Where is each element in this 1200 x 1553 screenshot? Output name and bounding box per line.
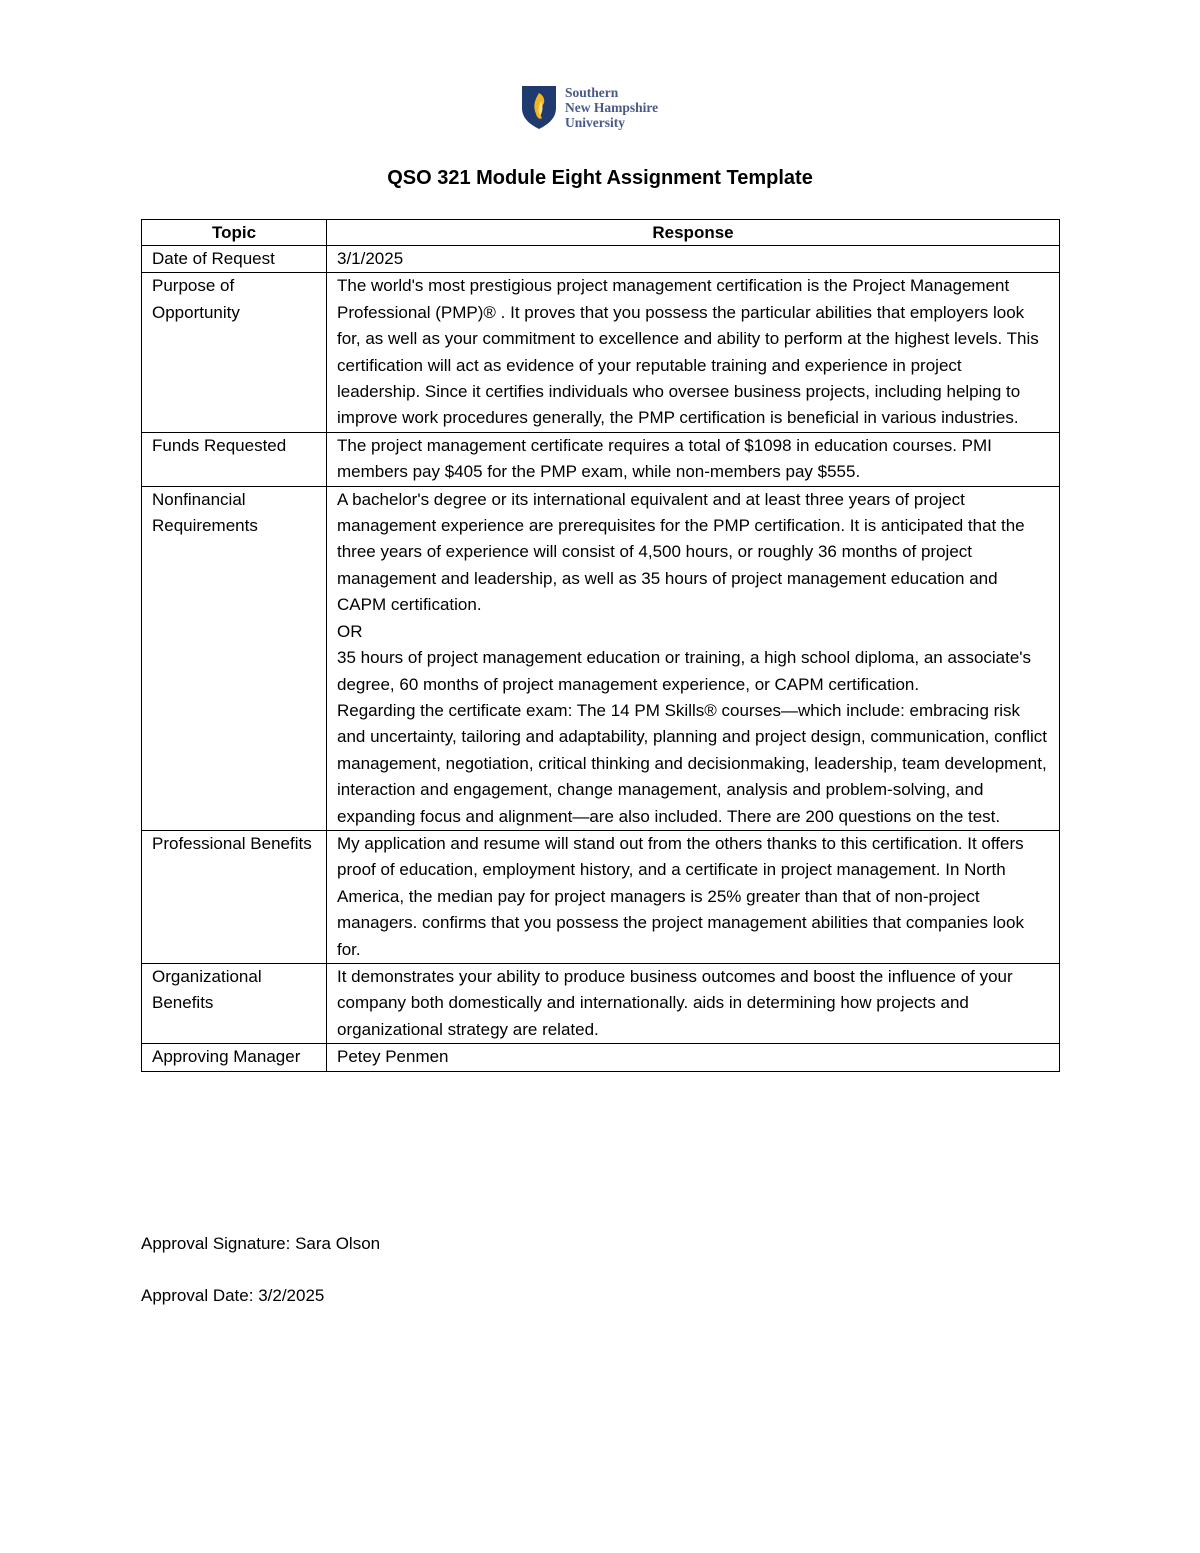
response-text: It demonstrates your ability to produce business outcomes and boost the influence of your company both domestically and internationally. aids in determining how projects and organizational strategy are related.	[337, 966, 1013, 1039]
response-text: 35 hours of project management education or training, a high school diploma, an associate's degree, 60 months of project management experience, or CAPM certification.	[337, 648, 1032, 694]
response-cell	[327, 486, 1060, 830]
approval-signature-label: Approval Signature:	[141, 1234, 291, 1253]
response-text: The project management certificate requires a total of $1098 in education courses. PMI members pay $405 for the PMP exam, while non-members pay $555.	[337, 435, 992, 482]
header-topic: Topic	[142, 220, 327, 246]
response-cell	[327, 830, 1060, 963]
response-cell	[327, 246, 1060, 273]
table-row-professional-benefits	[142, 830, 1060, 963]
shield-flame-icon	[520, 84, 558, 130]
approval-signature	[141, 1232, 380, 1256]
approval-date	[141, 1284, 324, 1308]
assignment-table	[141, 219, 1060, 1072]
table-row-purpose-of-opportunity	[142, 273, 1060, 432]
table-row-approving-manager	[142, 1044, 1060, 1071]
university-logo	[520, 84, 658, 130]
table-row-organizational-benefits	[142, 963, 1060, 1043]
response-text: 3/1/2025	[337, 249, 404, 268]
approval-signature-value: Sara Olson	[295, 1234, 381, 1253]
university-name	[565, 85, 658, 130]
logo-line-2: New Hampshire	[565, 99, 659, 115]
approval-date-value: 3/2/2025	[258, 1286, 325, 1305]
response-text: OR	[337, 621, 363, 641]
response-text: Petey Penmen	[337, 1047, 449, 1067]
table-row-funds-requested	[142, 432, 1060, 486]
response-text: My application and resume will stand out from the others thanks to this certification. It offers proof of education, employment history, and a certificate in project management. In North America, the median pay for project managers is 25% greater than that of non-project managers. confirms that you possess the project management abilities that companies look for.	[337, 833, 1024, 959]
topic-cell: Purpose of Opportunity	[142, 273, 327, 432]
response-cell	[327, 432, 1060, 486]
topic-cell: Professional Benefits	[142, 830, 327, 963]
document-title: QSO 321 Module Eight Assignment Template	[387, 167, 813, 189]
response-text: The world's most prestigious project management certification is the Project Management Professional (PMP)® . It proves that you possess the particular abilities that employers look for, as well as your commitment to excellence and ability to perform at the highest levels. This certification will act as evidence of your reputable training and experience in project leadership. Since it certifies individuals who oversee business projects, including helping to improve work procedures generally, the PMP certification is beneficial in various industries.	[337, 276, 1039, 428]
response-text: A bachelor's degree or its international equivalent and at least three years of project management experience are prerequisites for the PMP certification. It is anticipated that the three years of experience will consist of 4,500 hours, or roughly 36 months of project management and leadership, as well as 35 hours of project management education and CAPM certification.	[337, 489, 1025, 615]
approval-date-label: Approval Date:	[141, 1286, 254, 1305]
topic-cell: Organizational Benefits	[142, 963, 327, 1043]
topic-cell: Funds Requested	[142, 432, 327, 486]
topic-cell: Approving Manager	[142, 1044, 327, 1071]
topic-cell: Date of Request	[142, 246, 327, 273]
table-row-date-of-request	[142, 246, 1060, 273]
topic-cell: Nonfinancial Requirements	[142, 486, 327, 830]
logo-line-3: University	[565, 114, 625, 130]
header-response: Response	[327, 220, 1060, 246]
response-text: Regarding the certificate exam: The 14 PM Skills® courses—which include: embracing risk and uncertainty, tailoring and adaptability, planning and project design, communication, conflict management, negotiation, critical thinking and decisionmaking, leadership, team development, interaction and engagement, change management, analysis and problem-solving, and expanding focus and alignment—are also included. There are 200 questions on the test.	[337, 700, 1048, 826]
table-header-row	[142, 220, 1060, 246]
logo-line-1: Southern	[565, 84, 619, 100]
table-row-nonfinancial-requirements	[142, 486, 1060, 830]
response-cell	[327, 963, 1060, 1043]
response-cell	[327, 1044, 1060, 1071]
response-cell	[327, 273, 1060, 432]
